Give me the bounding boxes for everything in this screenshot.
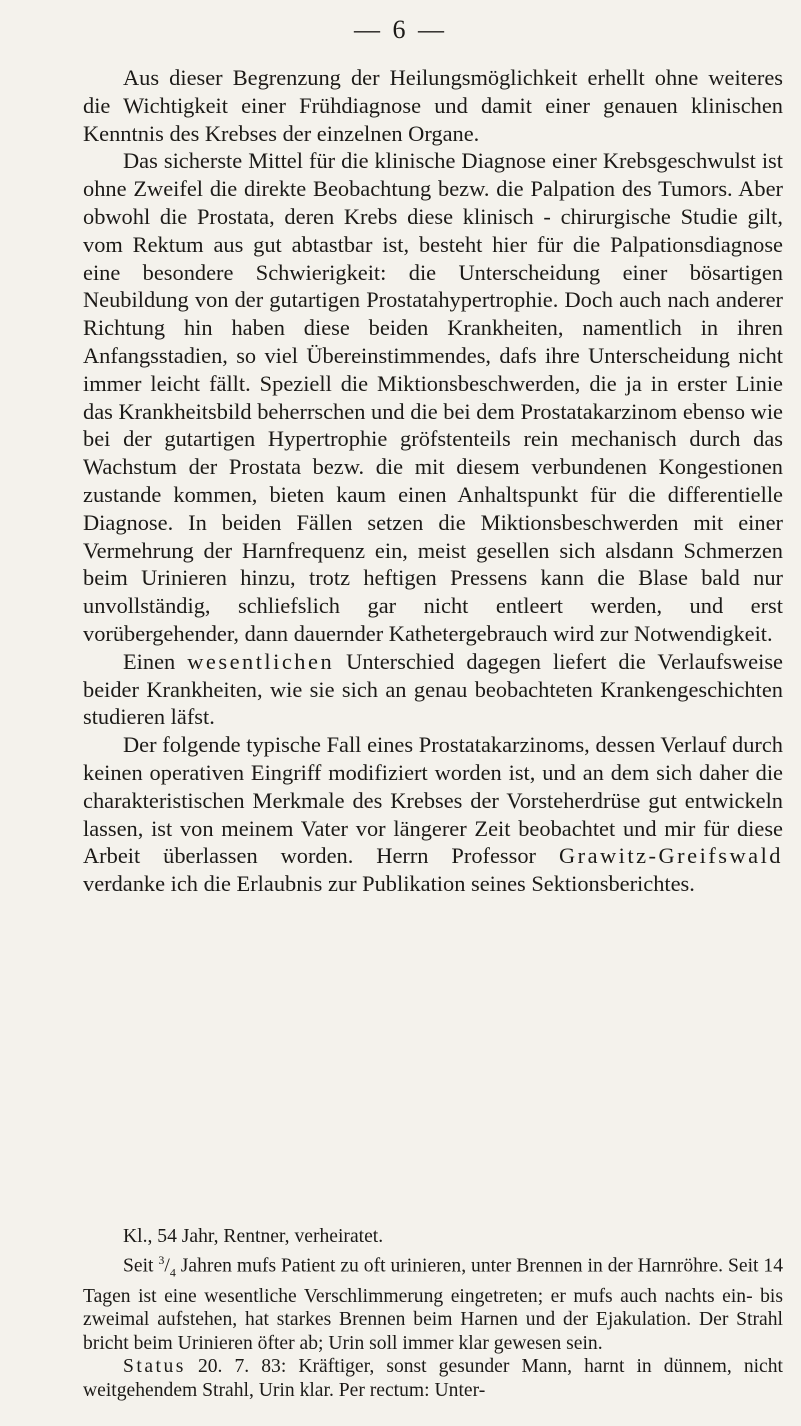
case-history: Seit $^3/_4$ Jahren mufs Patient zu oft urinieren, unter Brennen in der Harnröhre. Seit 14 Tagen ist eine wesentliche Verschlimmerung eingetreten; er mufs auch nachts ein- bis zweimal aufstehen, hat starkes Brennen beim Harnen und der Ejakulation. Der Strahl bricht beim Urinieren öfter ab; Urin soll immer klar gewesen sein. [83, 1252, 783, 1354]
paragraph-4-text-start: Der folgende typische Fall eines Prostatakarzinoms, dessen Verlauf durch keinen operativen Eingriff modifiziert worden ist, und an dem sich daher die charakteristischen Merkmale des Krebses der Vorsteherdrüse gut entwickeln lassen, ist von meinem Vater vor längerer Zeit beobachtet und mir für diese Arbeit überlassen worden. Herrn Professor [83, 732, 783, 869]
professor-name: Grawitz-Greifswald [558, 843, 783, 869]
status-label: Status [123, 1356, 186, 1378]
paragraph-4-text-end: verdanke ich die Erlaubnis zur Publikation seines Sektionsberichtes. [83, 871, 695, 897]
emphasized-term: wesentlichen [187, 648, 335, 674]
page-number: — 6 — [354, 15, 447, 44]
paragraph-2: Das sicherste Mittel für die klinische Diagnose einer Krebsgeschwulst ist ohne Zweifel die direkte Beobachtung bezw. die Palpation des Tumors. Aber obwohl die Prostata, deren Krebs diese klinisch - chirurgische Studie gilt, vom Rektum aus gut abtastbar ist, besteht hier für die Palpationsdiagnose eine besondere Schwierigkeit: die Unterscheidung einer bösartigen Neubildung von der gutartigen Prostatahypertrophie. Doch auch nach anderer Richtung hin haben diese beiden Krankheiten, namentlich in ihren Anfangsstadien, so viel Übereinstimmendes, dafs ihre Unterscheidung nicht immer leicht fällt. Speziell die Miktionsbeschwerden, die ja in erster Linie das Krankheitsbild beherrschen und die bei dem Prostatakarzinom ebenso wie bei der gutartigen Hypertrophie gröfstenteils rein mechanisch durch das Wachstum der Prostata bezw. die mit diesem verbundenen Kongestionen zustande kommen, bieten kaum einen Anhaltspunkt für die differentielle Diagnose. In beiden Fällen setzen die Miktionsbeschwerden mit einer Vermehrung der Harnfrequenz ein, meist gesellen sich alsdann Schmerzen beim Urinieren hinzu, trotz heftigen Pressens kann die Blase bald nur unvollständig, schliefslich gar nicht entleert werden, und erst vorübergehender, dann dauernder Kathetergebrauch wird zur Notwendigkeit. [83, 148, 783, 646]
paragraph-1: Aus dieser Begrenzung der Heilungsmöglichkeit erhellt ohne weiteres die Wichtigkeit einer Frühdiagnose und damit einer genauen klinischen Kenntnis des Krebses der einzelnen Organe. [83, 65, 783, 146]
fraction-numerator: 3 [158, 1252, 165, 1267]
fraction-denominator: 4 [169, 1265, 176, 1280]
paragraph-4 [83, 731, 783, 898]
paragraph-3-text-start: Einen [123, 648, 188, 674]
paragraph-3-text-end: Unterschied dagegen liefert die Verlaufsweise beider Krankheiten, wie sie sich an genau beobachteten Krankengeschichten studieren läfst. [83, 648, 783, 730]
case-patient-line: Kl., 54 Jahr, Rentner, verheiratet. [123, 1226, 384, 1247]
case-status [83, 1355, 783, 1402]
case-history-text: Jahren mufs Patient zu oft urinieren, unter Brennen in der Harnröhre. Seit 14 Tagen ist eine wesentliche Verschlimmerung eingetreten; er mufs auch nachts ein- bis zweimal aufstehen, hat starkes Brennen beim Harnen und der Ejakulation. Der Strahl bricht beim Urinieren öfter ab; Urin soll immer klar gewesen sein. [83, 1255, 783, 1354]
paragraph-3 [83, 648, 783, 731]
body-text [83, 64, 783, 898]
case-status-text: 20. 7. 83: Kräftiger, sonst gesunder Mann, harnt in dünnem, nicht weitgehendem Strahl, Urin klar. Per rectum: Unter- [83, 1356, 783, 1401]
case-history-start: Seit [123, 1255, 159, 1277]
case-report [83, 1225, 783, 1403]
